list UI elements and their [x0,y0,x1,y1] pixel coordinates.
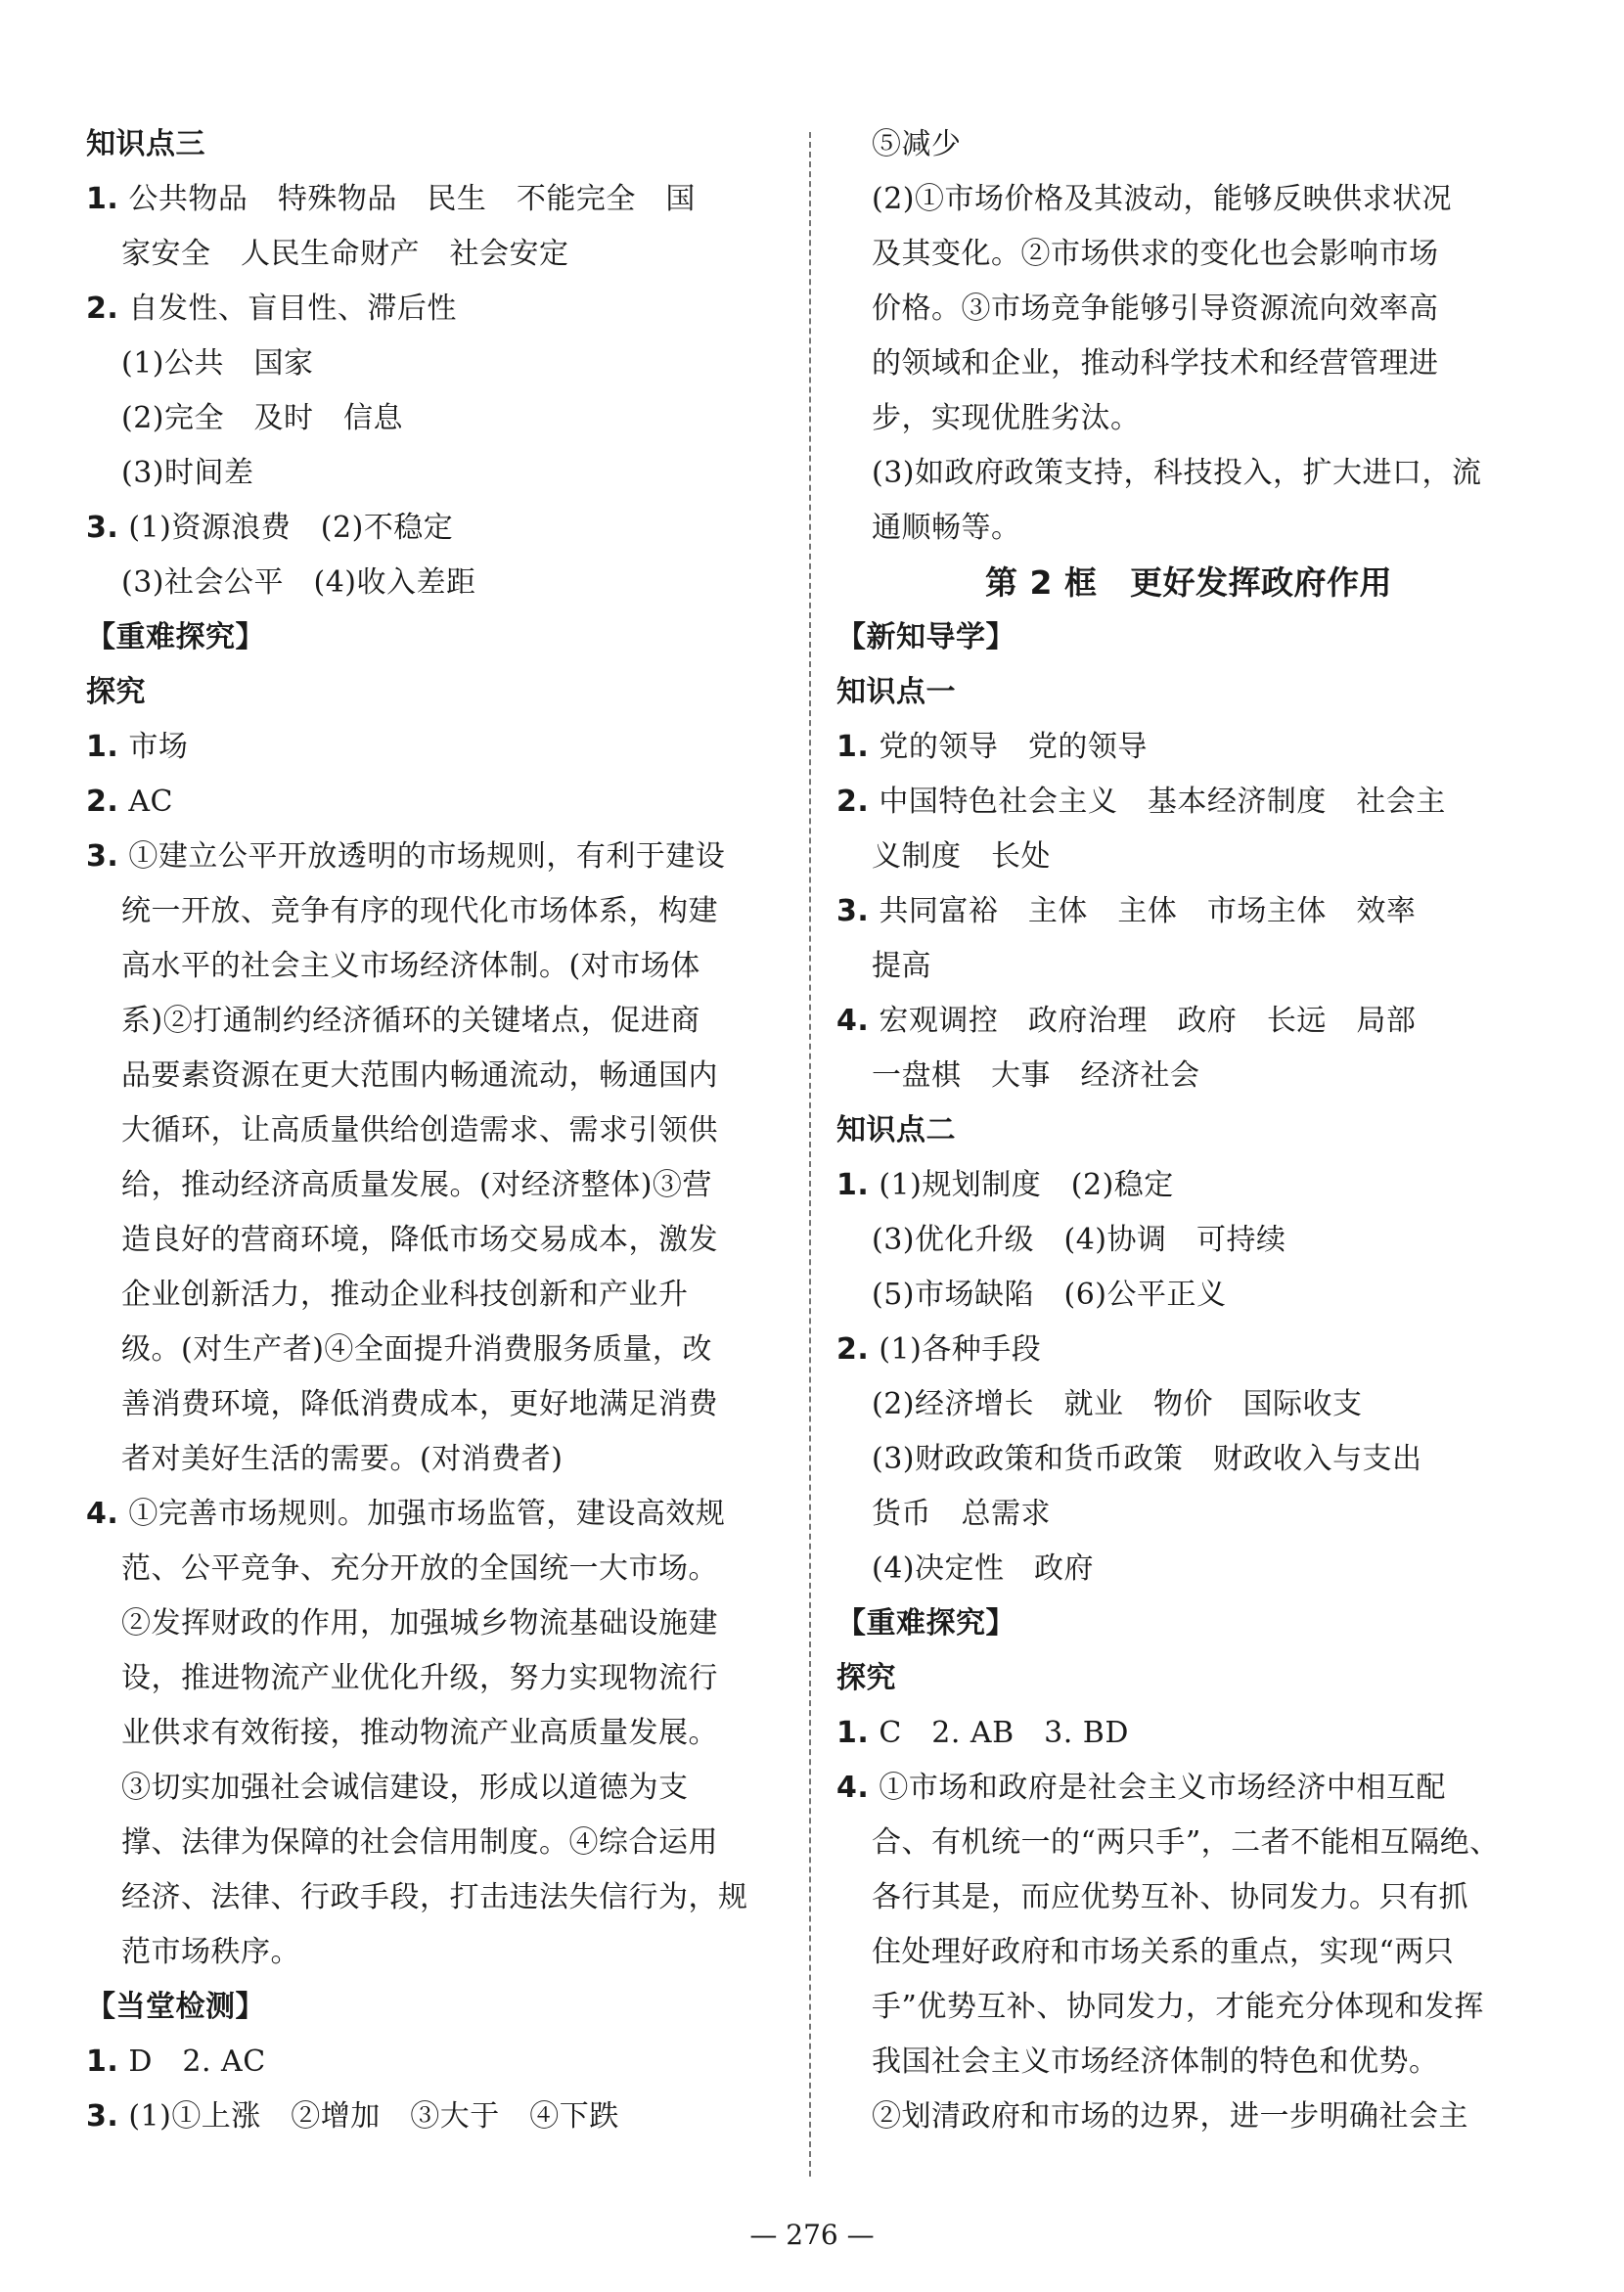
answer-line: 级。(对生产者)④全面提升消费服务质量，改 [121,1332,712,1367]
item-number: 3. [836,894,870,928]
item-number: 4. [836,1771,870,1805]
answer-line: 善消费环境，降低消费成本，更好地满足消费 [121,1387,718,1421]
numbered-answer [86,172,790,227]
answer-text: ①完善市场规则。加强市场监管，建设高效规 [118,1497,726,1531]
section-heading: 【当堂检测】 [86,1990,265,2024]
numbered-answer [836,1706,1541,1761]
section-heading: 知识点二 [836,1113,956,1147]
answer-line: 一盘棋 大事 经济社会 [872,1058,1200,1093]
page-number: — 276 — [749,2219,875,2251]
item-number: 1. [86,182,119,216]
item-number: 2. [836,785,870,819]
item-number: 1. [836,1716,870,1750]
numbered-answer [86,2090,790,2144]
answer-text: AC [118,785,173,819]
answer-line: 造良好的营商环境，降低市场交易成本，激发 [121,1223,718,1257]
answer-line: 家安全 人民生命财产 社会安定 [121,237,569,271]
answer-text: (1)①上涨 ②增加 ③大于 ④下跌 [118,2099,619,2134]
section-heading: 【新知导学】 [836,620,1015,654]
answer-line: (3)优化升级 (4)协调 可持续 [872,1223,1286,1257]
answer-line: (2)经济增长 就业 物价 国际收支 [872,1387,1363,1421]
item-number: 4. [836,1004,870,1038]
answer-line: ③切实加强社会诚信建设，形成以道德为支 [121,1771,689,1805]
answer-line: (3)财政政策和货币政策 财政收入与支出 [872,1442,1422,1476]
answer-line: (4)决定性 政府 [872,1551,1094,1586]
numbered-answer [836,775,1541,830]
answer-line: 经济、法律、行政手段，打击违法失信行为，规 [121,1880,748,1914]
item-number: 1. [836,1168,870,1202]
answer-text: 公共物品 特殊物品 民生 不能完全 国 [118,182,696,216]
answer-line: 设，推进物流产业优化升级，努力实现物流行 [121,1661,718,1695]
answer-line: 给，推动经济高质量发展。(对经济整体)③营 [121,1168,712,1202]
answer-line: 范市场秩序。 [121,1935,300,1969]
answer-line: 统一开放、竞争有序的现代化市场体系，构建 [121,894,718,928]
item-number: 3. [86,2099,119,2134]
answer-line: (2)完全 及时 信息 [121,401,403,435]
answer-line: 各行其是，而应优势互补、协同发力。只有抓 [872,1880,1468,1914]
item-number: 1. [836,730,870,764]
item-number: 2. [86,785,119,819]
answer-line: 撑、法律为保障的社会信用制度。④综合运用 [121,1825,718,1860]
answer-line: 提高 [872,949,931,983]
answer-line: (3)时间差 [121,456,254,490]
answer-line: (1)公共 国家 [121,346,314,381]
answer-line: (5)市场缺陷 (6)公平正义 [872,1278,1227,1312]
answer-text: (1)规划制度 (2)稳定 [869,1168,1174,1202]
answer-line: 手”优势互补、协同发力，才能充分体现和发挥 [872,1990,1484,2024]
answer-line: 的领域和企业，推动科学技术和经营管理进 [872,346,1439,381]
numbered-answer [836,1761,1541,1816]
item-number: 2. [836,1332,870,1367]
answer-text: C 2. AB 3. BD [869,1716,1129,1750]
column-divider [809,132,811,2177]
right-column [836,117,1541,2144]
left-column [86,117,790,2144]
section-heading: 【重难探究】 [86,620,265,654]
section-heading: 知识点一 [836,675,956,709]
answer-line: 企业创新活力，推动企业科技创新和产业升 [121,1278,689,1312]
answer-text: 中国特色社会主义 基本经济制度 社会主 [869,785,1446,819]
answer-line: 高水平的社会主义市场经济体制。(对市场体 [121,949,700,983]
item-number: 1. [86,2045,119,2079]
numbered-answer [86,501,790,556]
numbered-answer [86,775,790,830]
answer-line: 我国社会主义市场经济体制的特色和优势。 [872,2045,1439,2079]
answer-line: 合、有机统一的“两只手”，二者不能相互隔绝、 [872,1825,1500,1860]
numbered-answer [86,2035,790,2090]
answer-line: 品要素资源在更大范围内畅通流动，畅通国内 [121,1058,718,1093]
answer-line: 及其变化。②市场供求的变化也会影响市场 [872,237,1439,271]
numbered-answer [86,1487,790,1542]
answer-line: 范、公平竞争、充分开放的全国统一大市场。 [121,1551,718,1586]
section-heading: 【重难探究】 [836,1606,1015,1640]
answer-text: ①市场和政府是社会主义市场经济中相互配 [869,1771,1446,1805]
lesson-title: 第 2 框 更好发挥政府作用 [985,563,1392,602]
answer-line: (3)社会公平 (4)收入差距 [121,565,476,600]
numbered-answer [836,1158,1541,1213]
answer-text: (1)各种手段 [869,1332,1042,1367]
answer-line: 通顺畅等。 [872,511,1021,545]
numbered-answer [86,282,790,337]
answer-line: (2)①市场价格及其波动，能够反映供求状况 [872,182,1452,216]
numbered-answer [836,720,1541,775]
answer-line: ⑤减少 [872,127,962,161]
answer-text: D 2. AC [118,2045,266,2079]
answer-text: 自发性、盲目性、滞后性 [118,292,457,326]
section-heading: 知识点三 [86,127,205,161]
answer-line: 货币 总需求 [872,1497,1051,1531]
answer-text: 市场 [118,730,189,764]
numbered-answer [86,720,790,775]
answer-line: 业供求有效衔接，推动物流产业高质量发展。 [121,1716,718,1750]
answer-text: 共同富裕 主体 主体 市场主体 效率 [869,894,1417,928]
section-heading: 探究 [836,1661,896,1695]
answer-line: 步，实现优胜劣汰。 [872,401,1141,435]
answer-text: ①建立公平开放透明的市场规则，有利于建设 [118,839,726,874]
item-number: 3. [86,839,119,874]
answer-line: 大循环，让高质量供给创造需求、需求引领供 [121,1113,718,1147]
answer-line: 价格。③市场竞争能够引导资源流向效率高 [872,292,1439,326]
item-number: 1. [86,730,119,764]
answer-text: (1)资源浪费 (2)不稳定 [118,511,454,545]
answer-text: 党的领导 党的领导 [869,730,1148,764]
answer-line: 义制度 长处 [872,839,1051,874]
answer-line: 者对美好生活的需要。(对消费者) [121,1442,564,1476]
numbered-answer [836,994,1541,1049]
answer-text: 宏观调控 政府治理 政府 长远 局部 [869,1004,1417,1038]
answer-line: 住处理好政府和市场关系的重点，实现“两只 [872,1935,1455,1969]
numbered-answer [836,884,1541,939]
numbered-answer [86,830,790,884]
item-number: 3. [86,511,119,545]
answer-line: ②发挥财政的作用，加强城乡物流基础设施建 [121,1606,718,1640]
answer-line: (3)如政府政策支持，科技投入，扩大进口，流 [872,456,1482,490]
item-number: 4. [86,1497,119,1531]
answer-line: 系)②打通制约经济循环的关键堵点，促进商 [121,1004,700,1038]
section-heading: 探究 [86,675,146,709]
item-number: 2. [86,292,119,326]
answer-line: ②划清政府和市场的边界，进一步明确社会主 [872,2099,1468,2134]
numbered-answer [836,1323,1541,1377]
